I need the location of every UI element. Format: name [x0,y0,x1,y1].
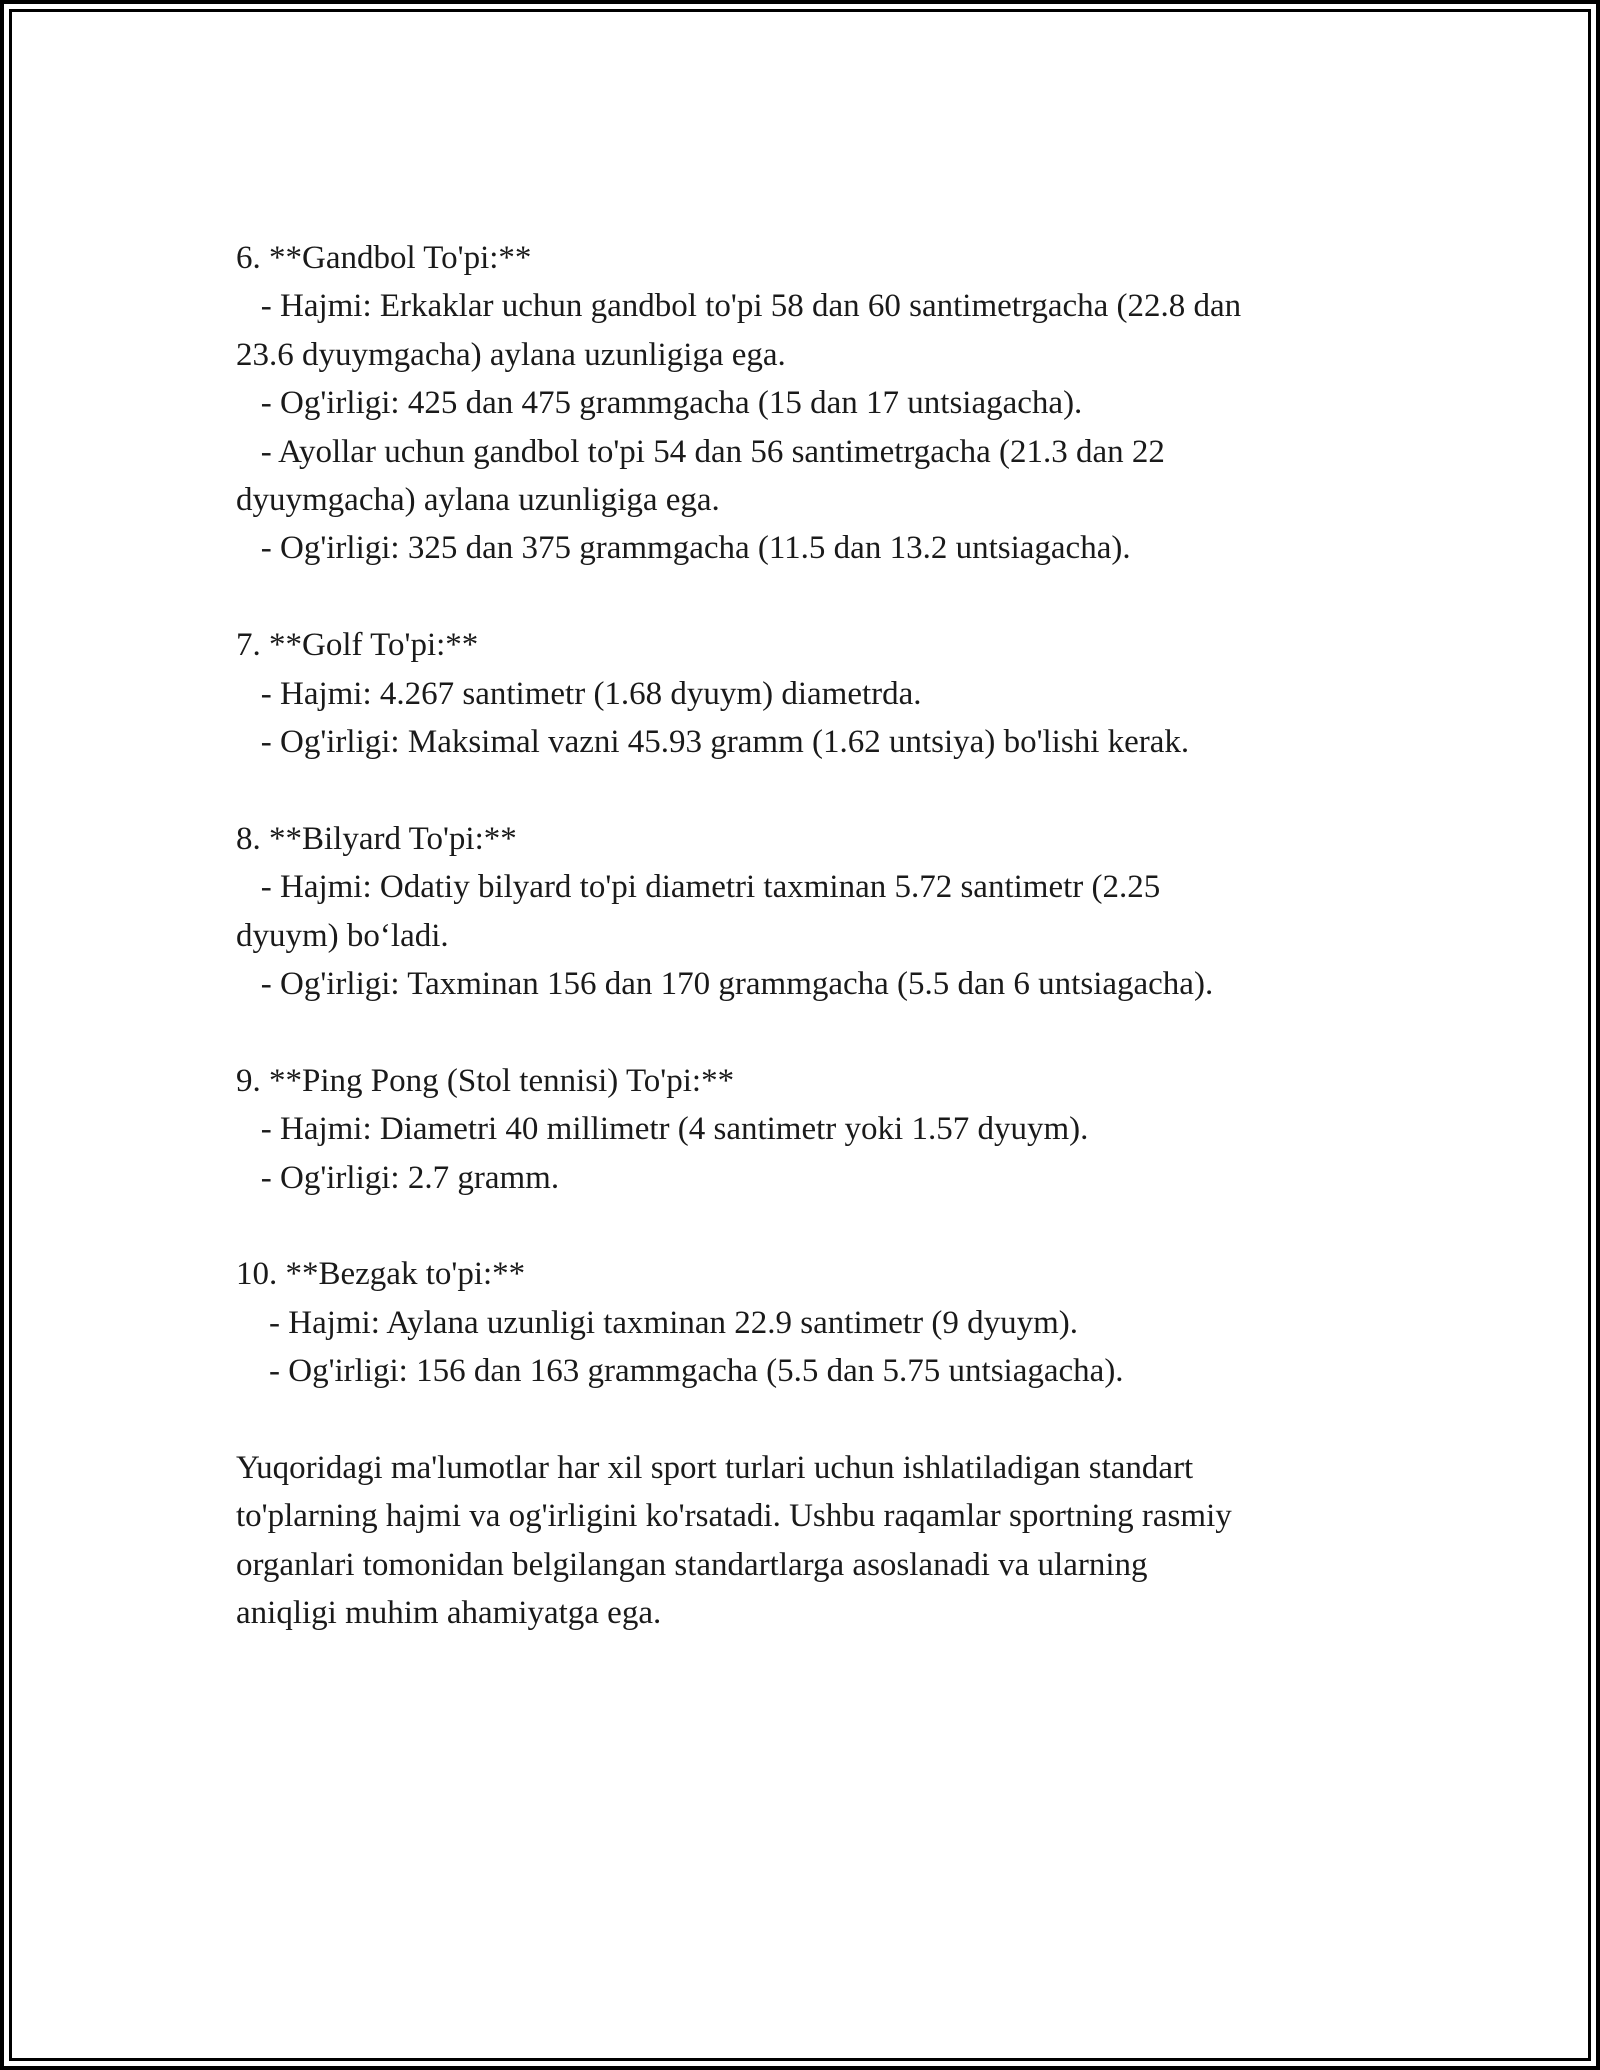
section-line: - Og'irligi: 325 dan 375 grammgacha (11.5 dan 13.2 untsiagacha). [236,530,1131,567]
section-line: - Hajmi: 4.267 santimetr (1.68 dyuym) diametrda. [236,675,922,712]
section-line: - Hajmi: Aylana uzunligi taxminan 22.9 santimetr (9 dyuym). [236,1304,1078,1341]
section-line: - Hajmi: Diametri 40 millimetr (4 santimetr yoki 1.57 dyuym). [236,1111,1089,1148]
section-bilyard [236,815,1376,1009]
section-line: - Og'irligi: Taxminan 156 dan 170 grammgacha (5.5 dan 6 untsiagacha). [236,966,1214,1003]
section-line: - Hajmi: Odatiy bilyard to'pi diametri taxminan 5.72 santimetr (2.25 [236,869,1161,906]
section-gandbol [236,234,1376,573]
section-heading: 9. **Ping Pong (Stol tennisi) To'pi:** [236,1062,735,1099]
conclusion-line: Yuqoridagi ma'lumotlar har xil sport turlari uchun ishlatiladigan standart [236,1450,1194,1487]
section-heading: 6. **Gandbol To'pi:** [236,240,532,276]
paragraph-gap [236,1008,1376,1056]
section-line: - Ayollar uchun gandbol to'pi 54 dan 56 santimetrgacha (21.3 dan 22 [236,433,1165,470]
section-ping-pong [236,1057,1376,1202]
section-golf [236,621,1376,766]
section-bezgak [236,1250,1376,1395]
section-heading: 10. **Bezgak to'pi:** [236,1256,526,1293]
conclusion-line: aniqligi muhim ahamiyatga ega. [236,1595,662,1632]
paragraph-gap [236,766,1376,814]
paragraph-gap [236,573,1376,621]
section-line: - Og'irligi: 156 dan 163 grammgacha (5.5 dan 5.75 untsiagacha). [236,1353,1124,1390]
section-line: - Og'irligi: Maksimal vazni 45.93 gramm (1.62 untsiya) bo'lishi kerak. [236,724,1190,761]
section-heading: 8. **Bilyard To'pi:** [236,820,517,857]
conclusion-line: organlari tomonidan belgilangan standartlarga asoslanadi va ularning [236,1546,1148,1583]
section-heading: 7. **Golf To'pi:** [236,627,479,664]
section-line: dyuym) bo‘ladi. [236,917,449,954]
section-line: - Hajmi: Erkaklar uchun gandbol to'pi 58 dan 60 santimetrgacha (22.8 dan [236,288,1242,325]
document-body [236,234,1376,1638]
conclusion-line: to'plarning hajmi va og'irligini ko'rsatadi. Ushbu raqamlar sportning rasmiy [236,1498,1232,1535]
section-line: 23.6 dyuymgacha) aylana uzunligiga ega. [236,336,786,373]
conclusion-paragraph [236,1444,1376,1638]
paragraph-gap [236,1202,1376,1250]
paragraph-gap [236,1396,1376,1444]
section-line: - Og'irligi: 425 dan 475 grammgacha (15 dan 17 untsiagacha). [236,385,1083,422]
section-line: - Og'irligi: 2.7 gramm. [236,1159,560,1196]
section-line: dyuymgacha) aylana uzunligiga ega. [236,482,720,519]
